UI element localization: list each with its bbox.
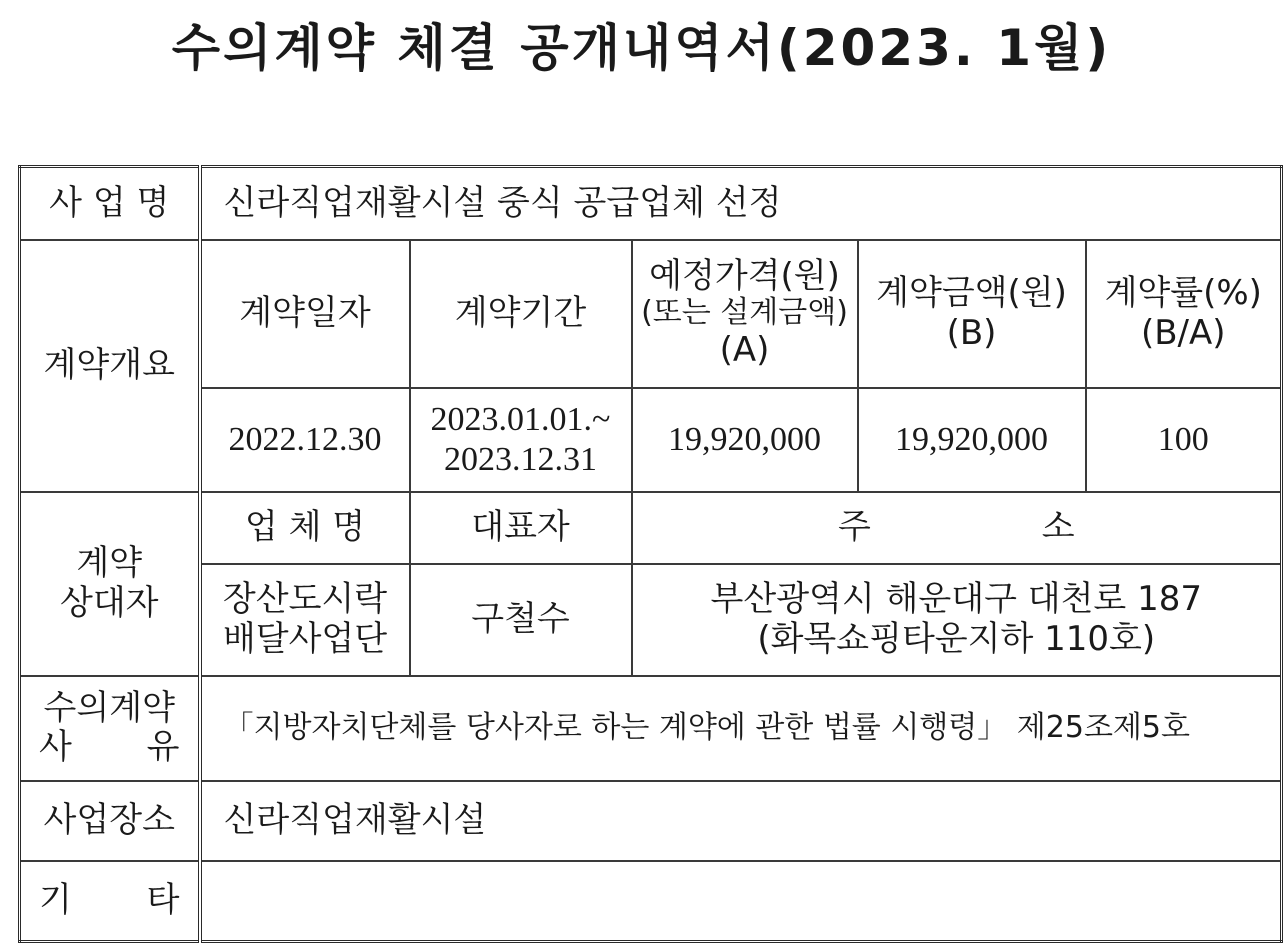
estimated-price-value: 19,920,000 (632, 388, 858, 492)
project-row (20, 167, 1282, 240)
contract-disclosure-table (18, 165, 1283, 943)
site-value: 신라직업재활시설 (200, 781, 1282, 861)
company-name-header: 업 체 명 (200, 492, 410, 564)
estimated-price-header-line3: (A) (719, 329, 770, 370)
reason-label-line2 (21, 728, 198, 767)
overview-value-row (20, 388, 1282, 492)
representative-value: 구철수 (410, 564, 632, 676)
estimated-price-header-line2: (또는 설계금액) (641, 295, 848, 331)
etc-label-char1: 기 (39, 880, 72, 921)
contract-period-end: 2023.12.31 (444, 440, 597, 478)
company-name-line1: 장산도시락 (222, 579, 388, 620)
etc-row (20, 861, 1282, 942)
reason-row (20, 676, 1282, 781)
address-header-char1: 주 (837, 506, 871, 547)
address-line1: 부산광역시 해운대구 대천로 187 (710, 579, 1202, 620)
contract-rate-header-line1: 계약률(%) (1104, 273, 1262, 314)
representative-header: 대표자 (410, 492, 632, 564)
reason-label-char1: 사 (39, 727, 72, 767)
reason-value: 「지방자치단체를 당사자로 하는 계약에 관한 법률 시행령」 제25조제5호 (200, 676, 1282, 781)
contract-period-header: 계약기간 (410, 240, 632, 388)
contract-rate-header-line2: (B/A) (1140, 312, 1226, 353)
reason-label-line1: 수의계약 (43, 687, 175, 728)
contract-amount-header-line2: (B) (946, 312, 997, 353)
contract-period-value (410, 388, 632, 492)
counterparty-label-line1: 계약 (76, 543, 143, 584)
etc-label-chars (21, 881, 198, 920)
estimated-price-header (632, 240, 858, 388)
address-line2: (화목쇼핑타운지하 110호) (757, 618, 1156, 659)
site-row (20, 781, 1282, 861)
counterparty-value-row (20, 564, 1282, 676)
company-name-line2: 배달사업단 (222, 618, 388, 659)
company-name-value (200, 564, 410, 676)
project-name-value: 신라직업재활시설 중식 공급업체 선정 (200, 167, 1282, 240)
overview-label: 계약개요 (20, 240, 200, 492)
contract-amount-header-line1: 계약금액(원) (876, 273, 1067, 314)
contract-rate-value: 100 (1086, 388, 1282, 492)
contract-date-value: 2022.12.30 (200, 388, 410, 492)
contract-amount-header (858, 240, 1086, 388)
reason-label (20, 676, 200, 781)
address-value (632, 564, 1282, 676)
counterparty-header-row (20, 492, 1282, 564)
etc-value (200, 861, 1282, 942)
counterparty-label (20, 492, 200, 676)
contract-amount-value: 19,920,000 (858, 388, 1086, 492)
site-label: 사업장소 (20, 781, 200, 861)
contract-date-header: 계약일자 (200, 240, 410, 388)
address-header (632, 492, 1282, 564)
document-title: 수의계약 체결 공개내역서(2023. 1월) (171, 19, 1112, 77)
address-header-char2: 소 (1041, 506, 1075, 547)
estimated-price-header-line1: 예정가격(원) (649, 256, 840, 297)
contract-rate-header (1086, 240, 1282, 388)
counterparty-label-line2: 상대자 (59, 582, 159, 623)
overview-header-row (20, 240, 1282, 388)
project-label: 사 업 명 (20, 167, 200, 240)
etc-label (20, 861, 200, 942)
contract-period-start: 2023.01.01.~ (430, 401, 611, 439)
etc-label-char2: 타 (146, 880, 180, 921)
reason-label-char2: 유 (146, 727, 180, 767)
